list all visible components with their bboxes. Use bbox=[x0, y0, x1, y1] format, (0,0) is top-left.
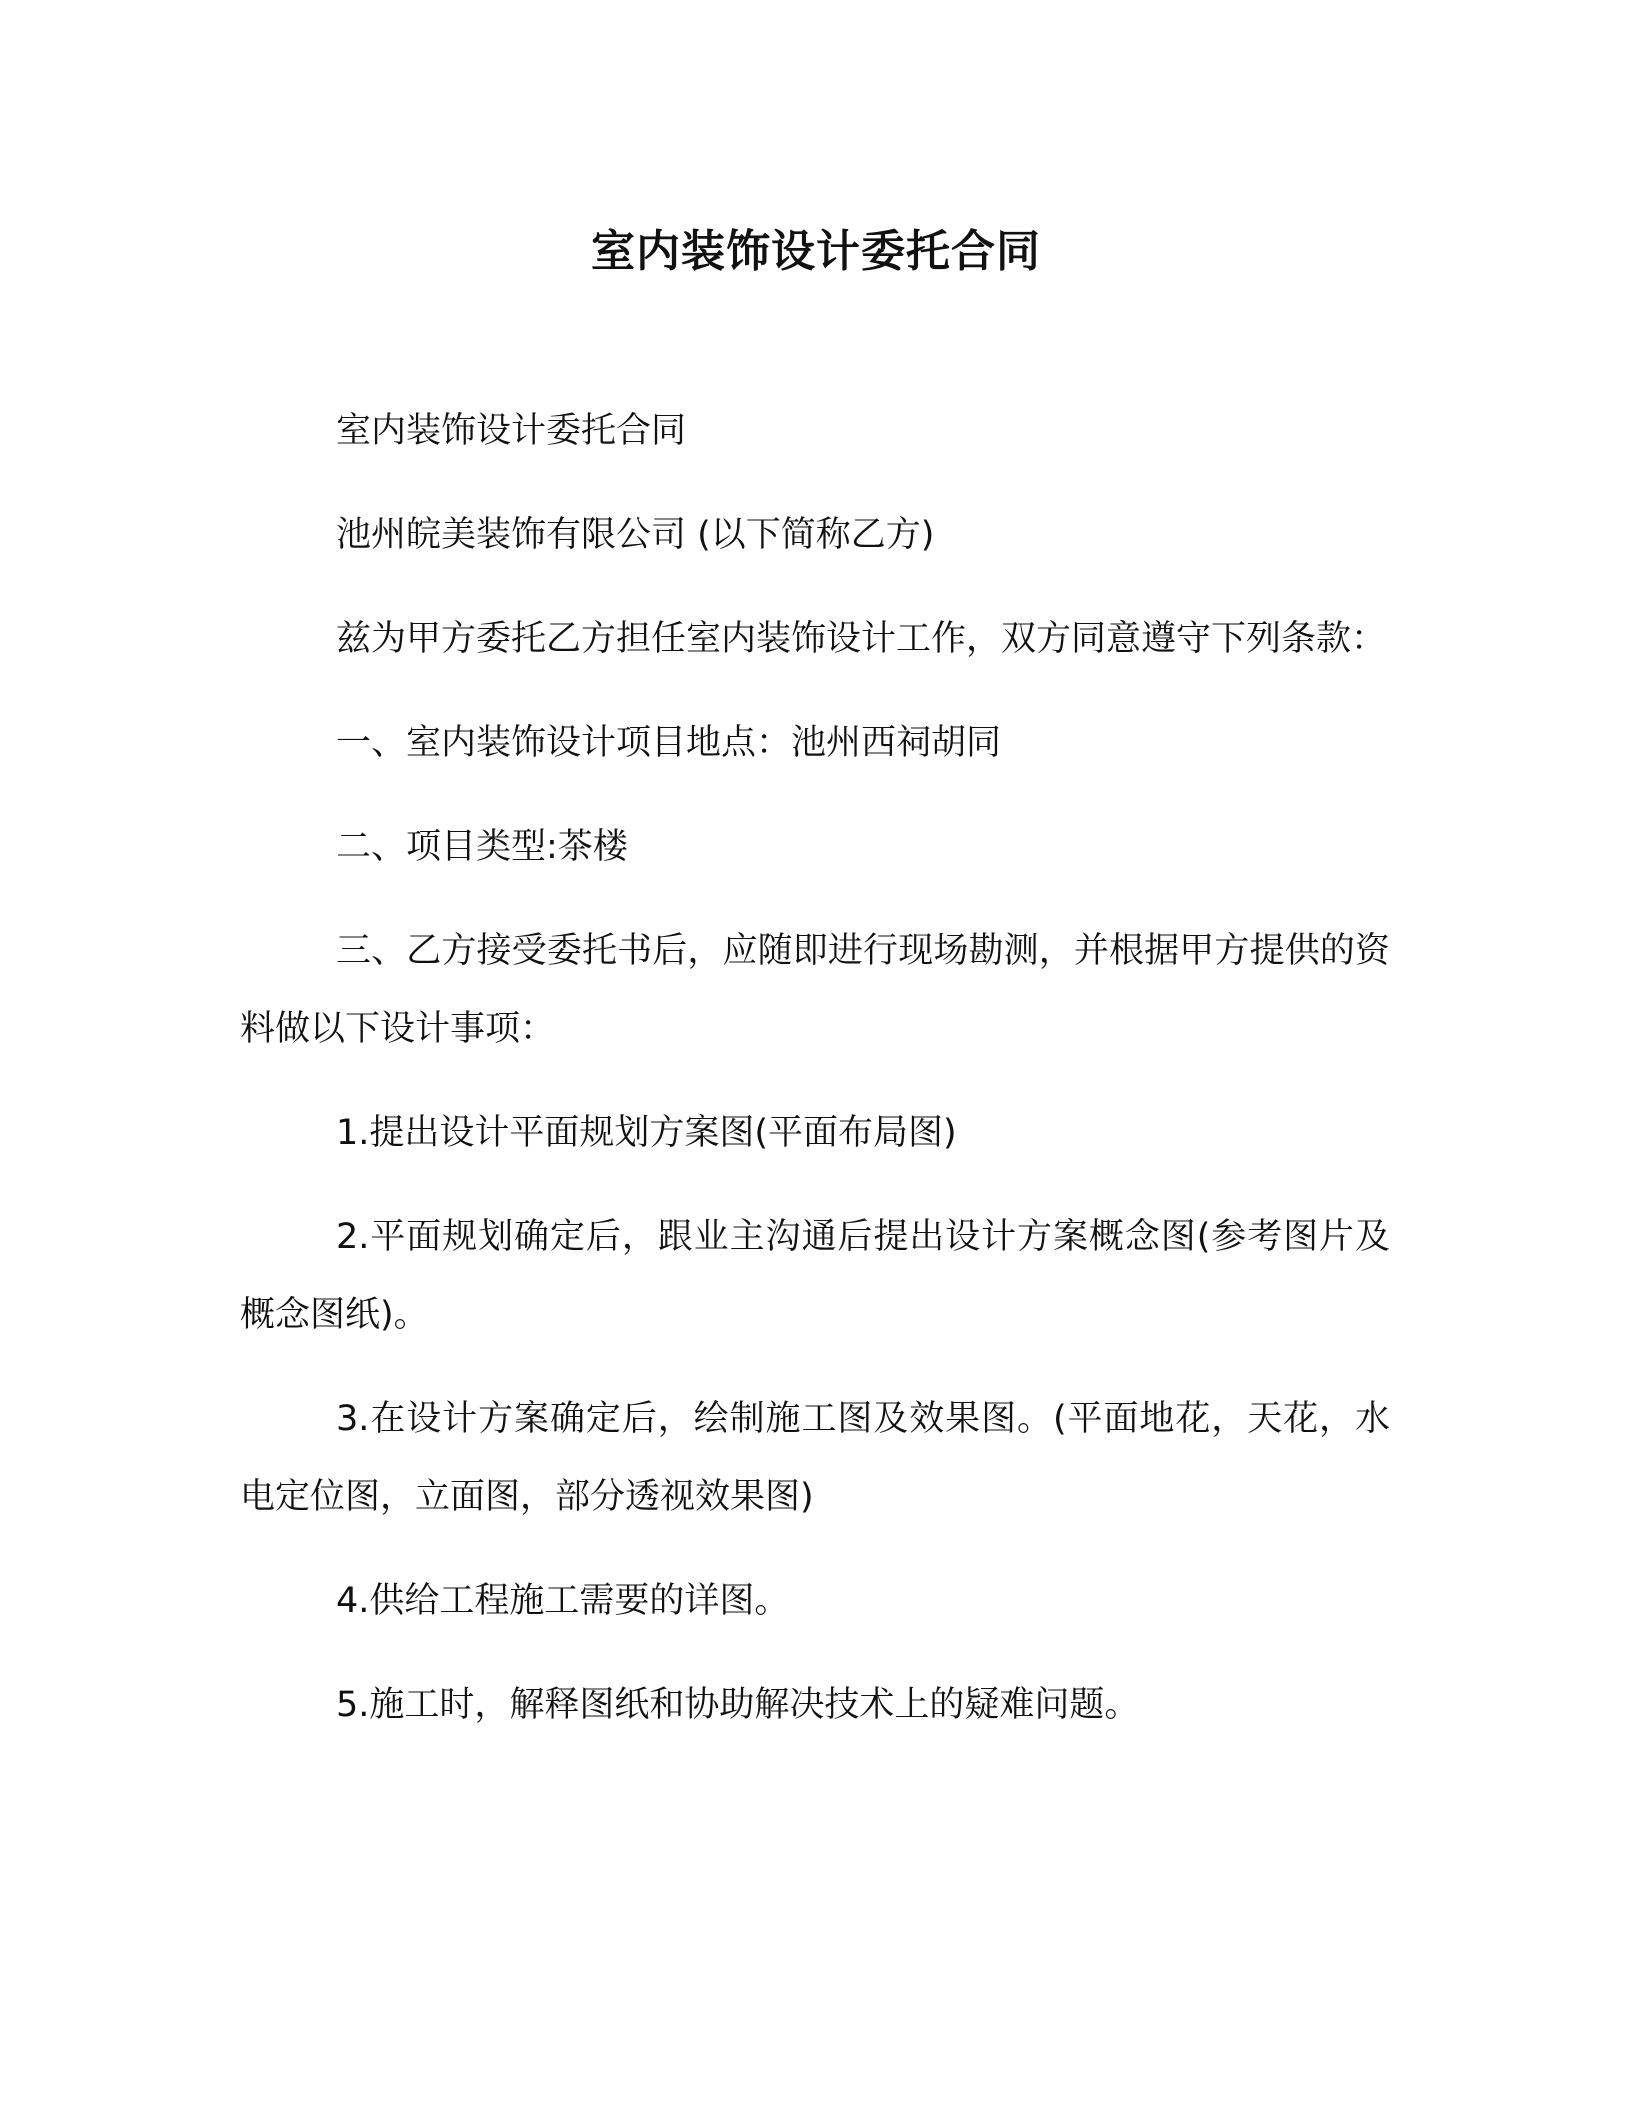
paragraph-item-3: 3.在设计方案确定后，绘制施工图及效果图。(平面地花，天花，水电定位图，立面图，部分透视效果图) bbox=[240, 1399, 1390, 1517]
paragraph-clause-1: 一、室内装饰设计项目地点：池州西祠胡同 bbox=[336, 723, 1002, 763]
paragraph-subtitle: 室内装饰设计委托合同 bbox=[336, 411, 687, 451]
paragraph-agreement: 兹为甲方委托乙方担任室内装饰设计工作，双方同意遵守下列条款： bbox=[336, 619, 1387, 659]
document-body bbox=[240, 392, 1390, 1770]
paragraph-party-b: 池州皖美装饰有限公司 (以下简称乙方) bbox=[336, 515, 935, 555]
paragraph-item-4: 4.供给工程施工需要的详图。 bbox=[336, 1581, 790, 1621]
paragraph-clause-2: 二、项目类型:茶楼 bbox=[336, 827, 628, 867]
paragraph-item-2: 2.平面规划确定后，跟业主沟通后提出设计方案概念图(参考图片及概念图纸)。 bbox=[240, 1217, 1390, 1335]
paragraph-item-1: 1.提出设计平面规划方案图(平面布局图) bbox=[336, 1113, 957, 1153]
document-title: 室内装饰设计委托合同 bbox=[591, 226, 1041, 277]
paragraph-item-5: 5.施工时，解释图纸和协助解决技术上的疑难问题。 bbox=[336, 1685, 1140, 1725]
paragraph-clause-3: 三、乙方接受委托书后，应随即进行现场勘测，并根据甲方提供的资料做以下设计事项： bbox=[240, 931, 1390, 1049]
